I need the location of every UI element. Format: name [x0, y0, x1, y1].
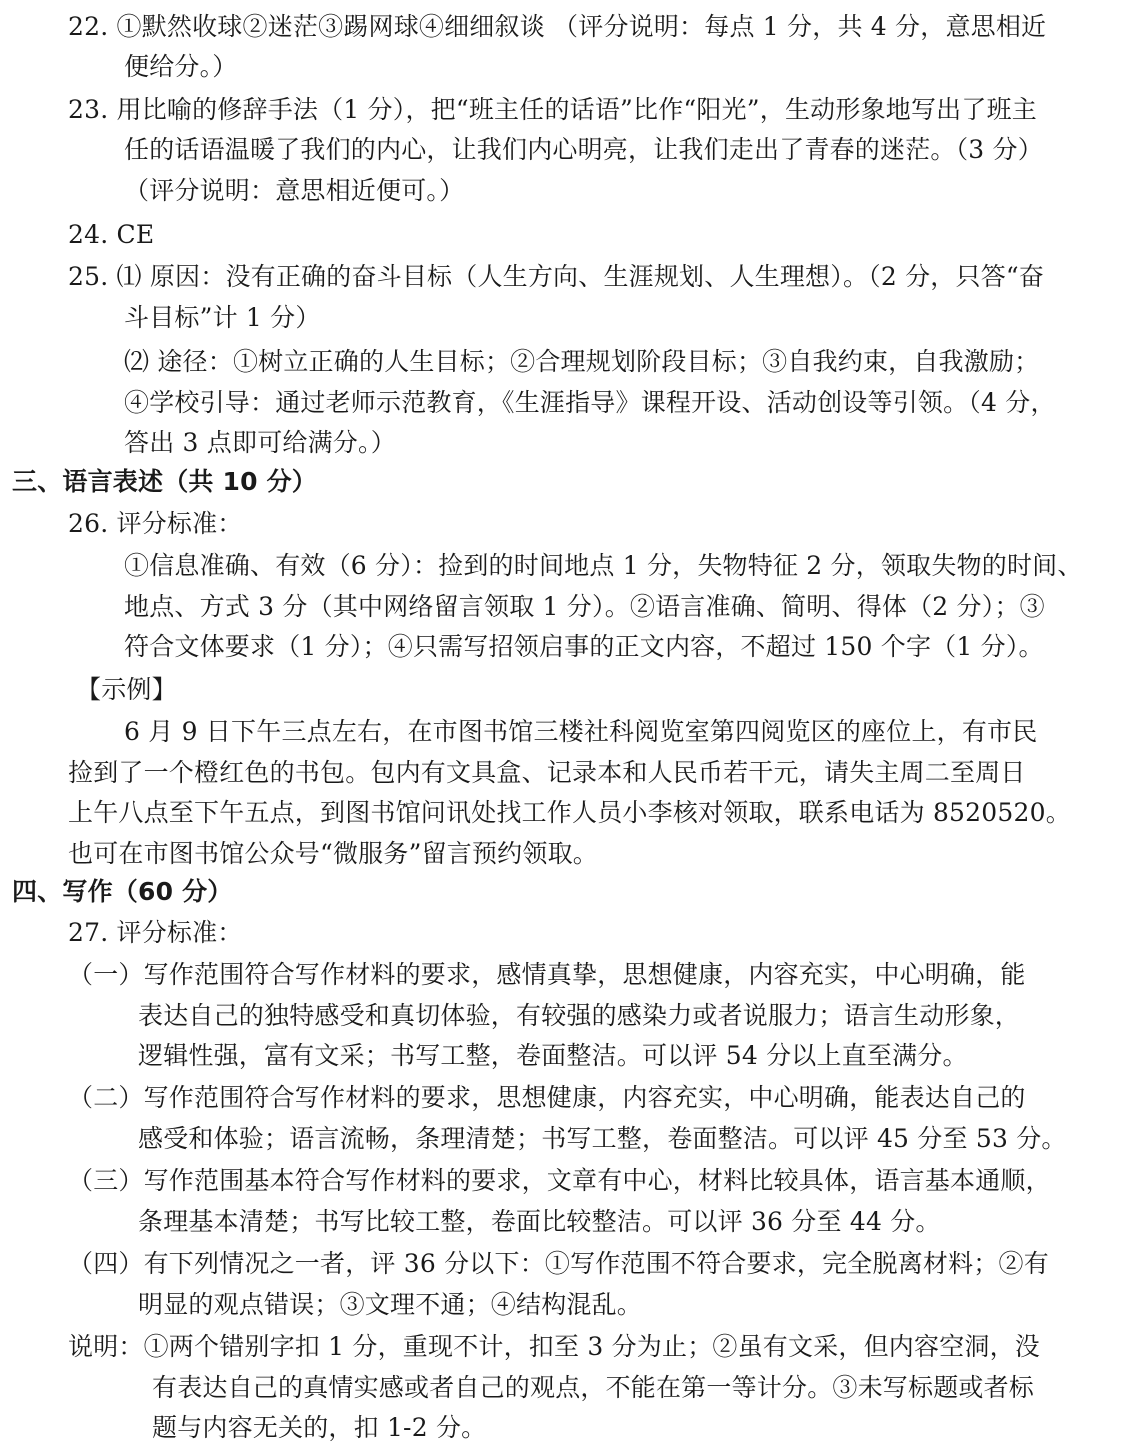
q23-line-2: 任的话语温暖了我们的内心，让我们内心明亮，让我们走出了青春的迷茫。（3 分） [124, 135, 1043, 164]
q27-note-line-2: 有表达自己的真情实感或者自己的观点，不能在第一等计分。③未写标题或者标 [152, 1373, 1035, 1402]
example-label: 【示例】 [76, 675, 177, 704]
example-line-2: 捡到了一个橙红色的书包。包内有文具盒、记录本和人民币若干元，请失主周二至周日 [68, 758, 1026, 787]
section-4-heading: 四、写作（60 分） [12, 877, 233, 906]
q27-grade-1-line-3: 逻辑性强，富有文采；书写工整，卷面整洁。可以评 54 分以上直至满分。 [138, 1041, 968, 1070]
q26-line-3: 地点、方式 3 分（其中网络留言领取 1 分）。②语言准确、简明、得体（2 分）；③ [124, 592, 1045, 621]
q27-line-1: 27. 评分标准： [68, 918, 243, 947]
example-line-3: 上午八点至下午五点，到图书馆问讯处找工作人员小李核对领取，联系电话为 8520520。 [68, 798, 1071, 827]
q25-line-2: 斗目标”计 1 分） [124, 303, 321, 332]
q23-line-1: 23. 用比喻的修辞手法（1 分），把“班主任的话语”比作“阳光”，生动形象地写出了班主 [68, 95, 1037, 124]
q26-line-2: ①信息准确、有效（6 分）：捡到的时间地点 1 分，失物特征 2 分，领取失物的时间、 [124, 551, 1083, 580]
q27-note-line-1: 说明：①两个错别字扣 1 分，重现不计，扣至 3 分为止；②虽有文采，但内容空洞，没 [68, 1332, 1041, 1361]
q24-line-1: 24. CE [68, 220, 155, 249]
q27-grade-4-line-1: （四）有下列情况之一者，评 36 分以下：①写作范围不符合要求，完全脱离材料；②有 [68, 1249, 1049, 1278]
section-3-heading: 三、语言表述（共 10 分） [12, 467, 317, 496]
q27-grade-3-line-2: 条理基本清楚；书写比较工整，卷面比较整洁。可以评 36 分至 44 分。 [138, 1207, 941, 1236]
q27-grade-1-line-2: 表达自己的独特感受和真切体验，有较强的感染力或者说服力；语言生动形象， [138, 1001, 1021, 1030]
example-line-1: 6 月 9 日下午三点左右，在市图书馆三楼社科阅览室第四阅览区的座位上，有市民 [124, 717, 1038, 746]
q22-line-1: 22. ①默然收球②迷茫③踢网球④细细叙谈 （评分说明：每点 1 分，共 4 分，意思相近 [68, 12, 1047, 41]
q27-grade-4-line-2: 明显的观点错误；③文理不通；④结构混乱。 [138, 1290, 643, 1319]
q27-grade-3-line-1: （三）写作范围基本符合写作材料的要求，文章有中心，材料比较具体，语言基本通顺， [68, 1166, 1051, 1195]
q25-line-1: 25. ⑴ 原因：没有正确的奋斗目标（人生方向、生涯规划、人生理想）。（2 分，只答“奋 [68, 262, 1045, 291]
q26-line-4: 符合文体要求（1 分）；④只需写招领启事的正文内容，不超过 150 个字（1 分）。 [124, 632, 1044, 661]
q27-grade-2-line-2: 感受和体验；语言流畅，条理清楚；书写工整，卷面整洁。可以评 45 分至 53 分。 [138, 1124, 1067, 1153]
q27-note-line-3: 题与内容无关的，扣 1-2 分。 [152, 1413, 487, 1442]
q25-line-4: ④学校引导：通过老师示范教育，《生涯指导》课程开设、活动创设等引领。（4 分， [124, 388, 1056, 417]
q27-grade-1-line-1: （一）写作范围符合写作材料的要求，感情真挚，思想健康，内容充实，中心明确，能 [68, 960, 1026, 989]
q26-line-1: 26. 评分标准： [68, 509, 243, 538]
example-line-4: 也可在市图书馆公众号“微服务”留言预约领取。 [68, 839, 598, 868]
q25-line-3: ⑵ 途径：①树立正确的人生目标；②合理规划阶段目标；③自我约束，自我激励； [124, 347, 1040, 376]
q27-grade-2-line-1: （二）写作范围符合写作材料的要求，思想健康，内容充实，中心明确，能表达自己的 [68, 1083, 1026, 1112]
q25-line-5: 答出 3 点即可给满分。） [124, 428, 396, 457]
q23-line-3: （评分说明：意思相近便可。） [124, 176, 465, 205]
q22-line-2: 便给分。） [124, 52, 238, 81]
